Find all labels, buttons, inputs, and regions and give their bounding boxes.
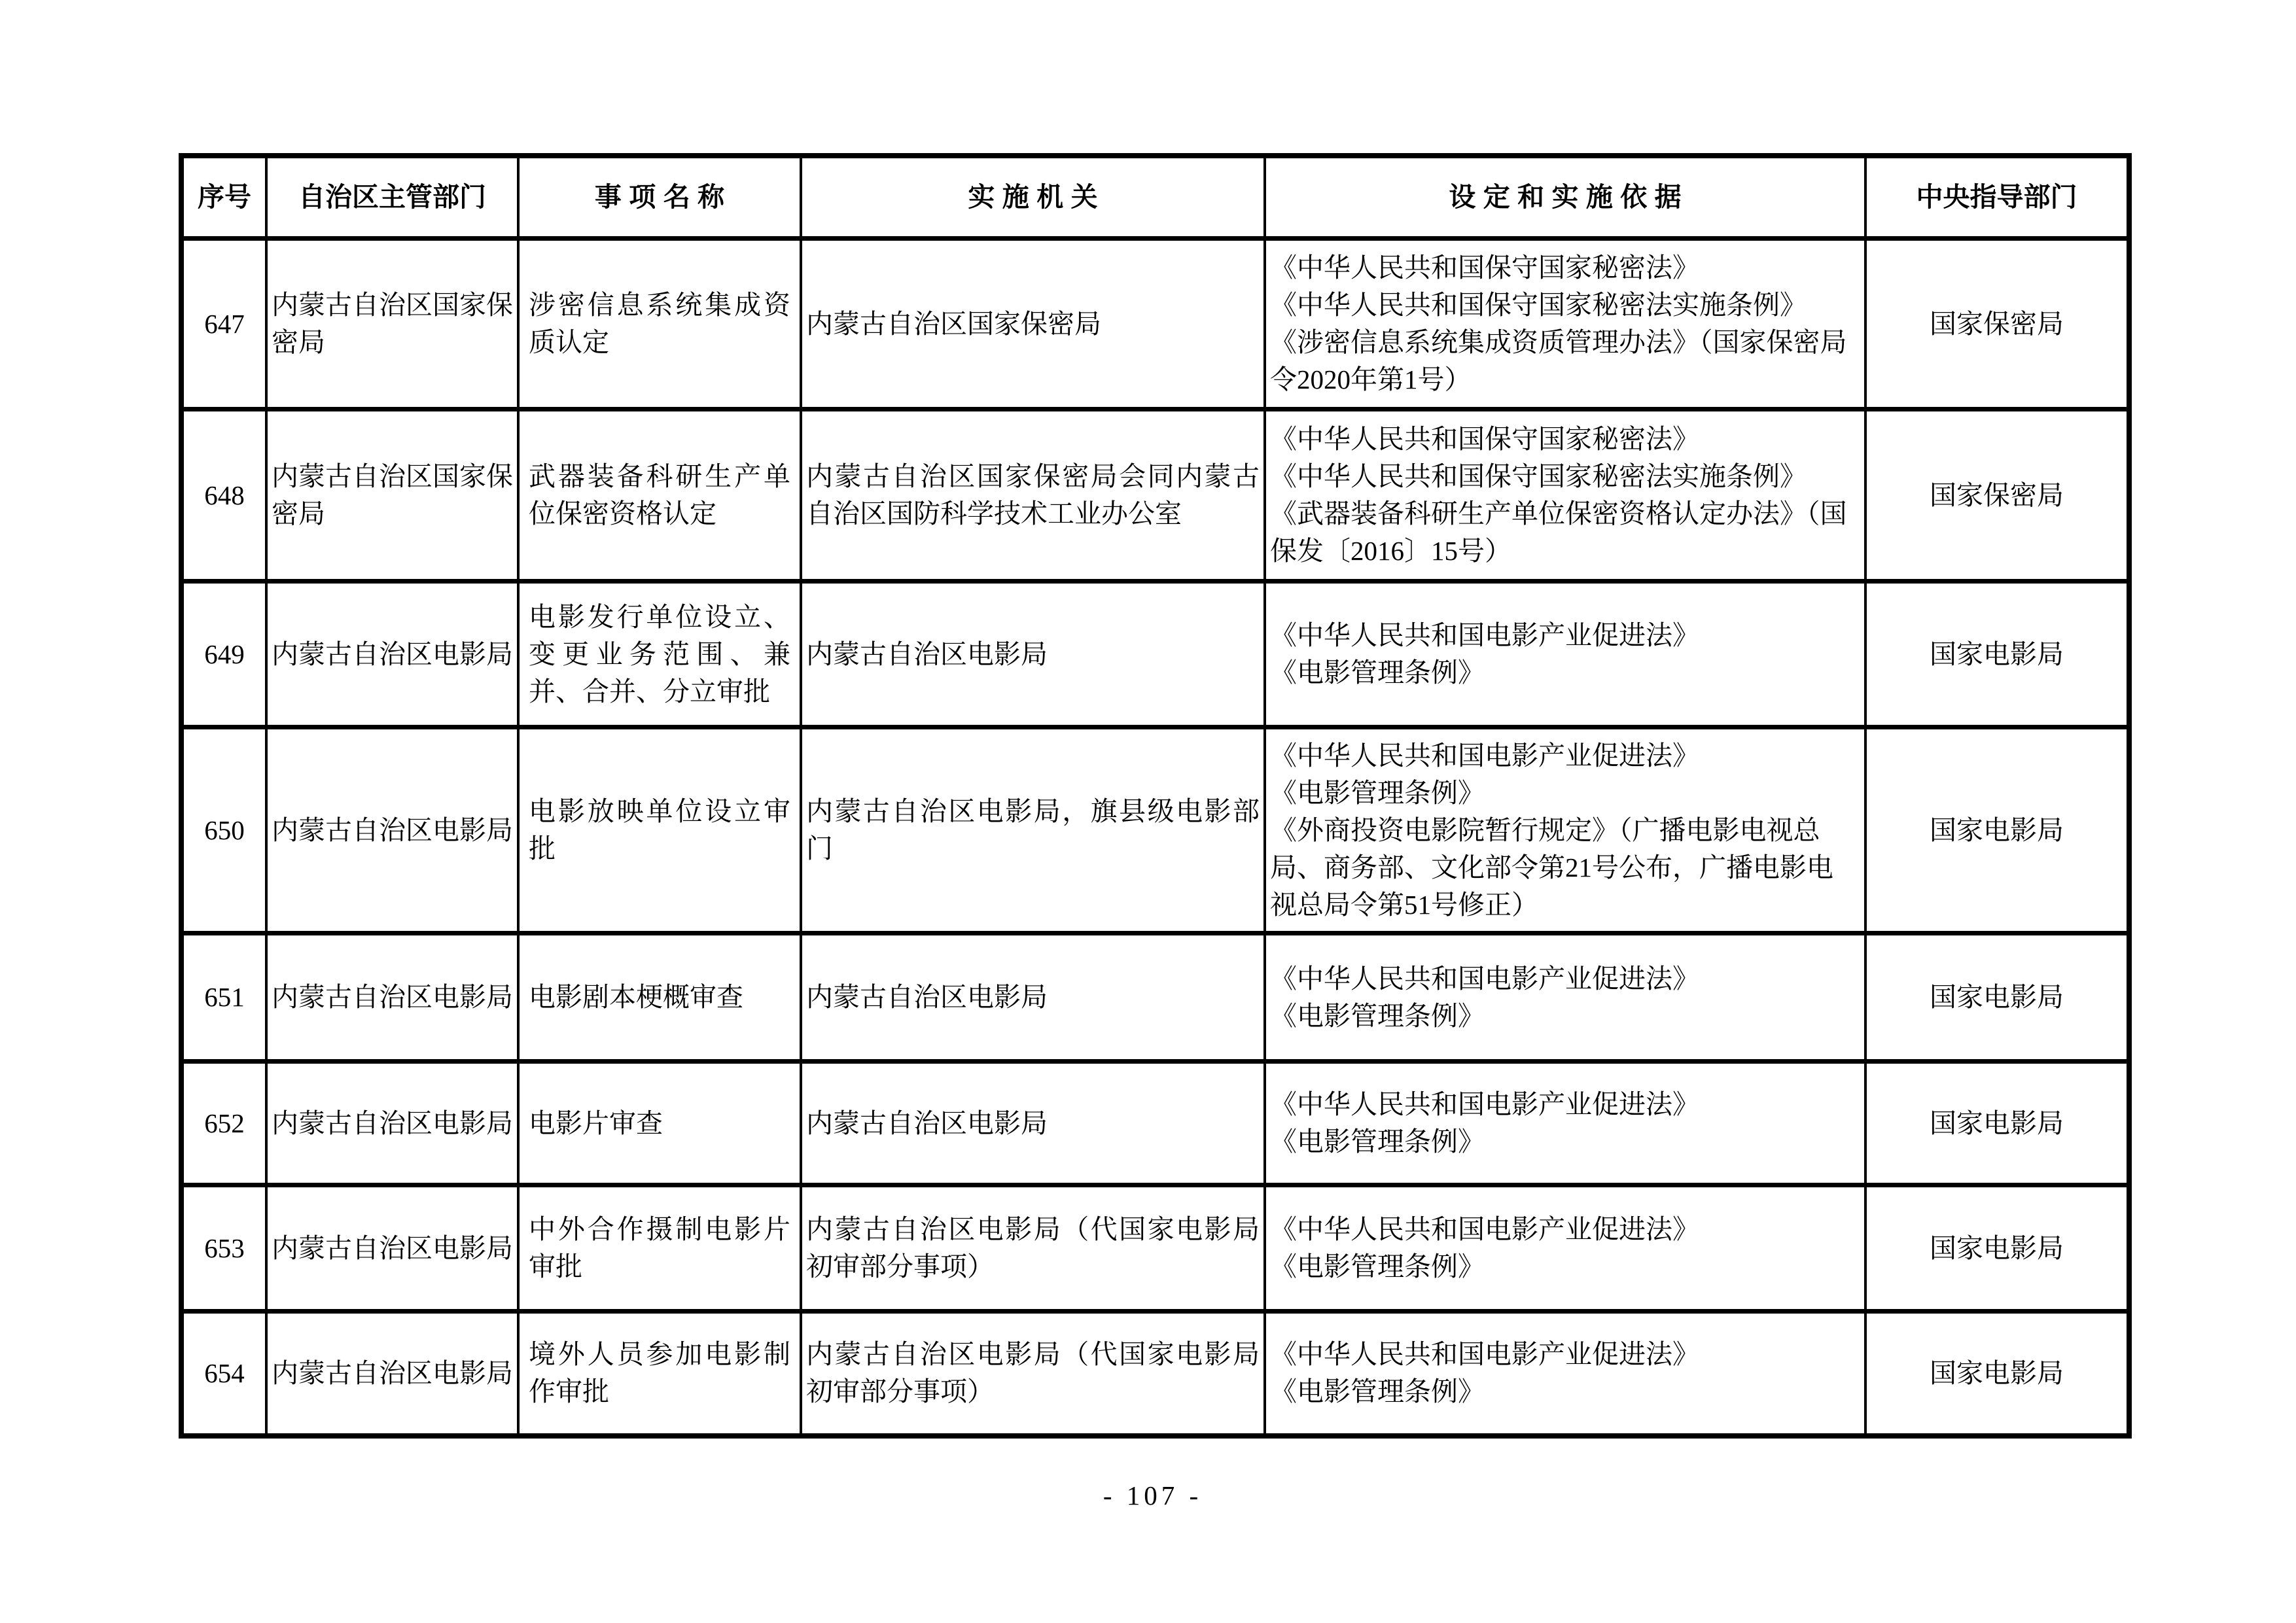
serial-number-cell: 647 bbox=[181, 239, 266, 410]
region-department-cell: 内蒙古自治区国家保密局 bbox=[266, 239, 518, 410]
implementing-agency-cell: 内蒙古自治区电影局 bbox=[801, 934, 1265, 1062]
legal-basis-cell bbox=[1265, 934, 1865, 1062]
central-guidance-cell: 国家电影局 bbox=[1865, 1185, 2129, 1312]
table-row bbox=[181, 1062, 2129, 1185]
implementing-agency-cell: 内蒙古自治区国家保密局 bbox=[801, 239, 1265, 410]
item-name-cell: 涉密信息系统集成资质认定 bbox=[518, 239, 801, 410]
header-implementing-agency: 实 施 机 关 bbox=[801, 156, 1265, 239]
implementing-agency-cell: 内蒙古自治区国家保密局会同内蒙古自治区国防科学技术工业办公室 bbox=[801, 410, 1265, 582]
implementing-agency-cell: 内蒙古自治区电影局 bbox=[801, 1062, 1265, 1185]
region-department-cell: 内蒙古自治区电影局 bbox=[266, 582, 518, 727]
item-name-cell: 武器装备科研生产单位保密资格认定 bbox=[518, 410, 801, 582]
header-serial-number: 序号 bbox=[181, 156, 266, 239]
table-row bbox=[181, 239, 2129, 410]
table-row bbox=[181, 1185, 2129, 1312]
table-row bbox=[181, 410, 2129, 582]
item-name-cell: 电影剧本梗概审查 bbox=[518, 934, 801, 1062]
legal-basis-cell bbox=[1265, 582, 1865, 727]
serial-number-cell: 648 bbox=[181, 410, 266, 582]
region-department-cell: 内蒙古自治区电影局 bbox=[266, 1185, 518, 1312]
basis-line: 《中华人民共和国保守国家秘密法》 bbox=[1270, 253, 1699, 283]
legal-basis-cell bbox=[1265, 1062, 1865, 1185]
basis-line: 《中华人民共和国电影产业促进法》 bbox=[1270, 1339, 1699, 1370]
region-department-cell: 内蒙古自治区电影局 bbox=[266, 934, 518, 1062]
header-legal-basis: 设 定 和 实 施 依 据 bbox=[1265, 156, 1865, 239]
approval-items-table bbox=[179, 153, 2132, 1439]
implementing-agency-cell: 内蒙古自治区电影局 bbox=[801, 582, 1265, 727]
central-guidance-cell: 国家电影局 bbox=[1865, 582, 2129, 727]
page-number: - 107 - bbox=[1103, 1480, 1203, 1510]
basis-line: 《中华人民共和国保守国家秘密法》 bbox=[1270, 424, 1699, 454]
item-name-cell: 电影片审查 bbox=[518, 1062, 801, 1185]
legal-basis-cell bbox=[1265, 410, 1865, 582]
region-department-cell: 内蒙古自治区电影局 bbox=[266, 1062, 518, 1185]
basis-line: 《中华人民共和国保守国家秘密法实施条例》 bbox=[1270, 290, 1807, 320]
table-row bbox=[181, 934, 2129, 1062]
basis-line: 《武器装备科研生产单位保密资格认定办法》（国保发〔2016〕15号） bbox=[1270, 498, 1847, 566]
serial-number-cell: 652 bbox=[181, 1062, 266, 1185]
implementing-agency-cell: 内蒙古自治区电影局（代国家电影局初审部分事项） bbox=[801, 1312, 1265, 1436]
basis-line: 《涉密信息系统集成资质管理办法》（国家保密局令2020年第1号） bbox=[1270, 327, 1847, 394]
basis-line: 《电影管理条例》 bbox=[1270, 1000, 1485, 1031]
basis-line: 《中华人民共和国电影产业促进法》 bbox=[1270, 1089, 1699, 1119]
basis-line: 《中华人民共和国电影产业促进法》 bbox=[1270, 740, 1699, 771]
header-item-name: 事 项 名 称 bbox=[518, 156, 801, 239]
basis-line: 《中华人民共和国电影产业促进法》 bbox=[1270, 1214, 1699, 1244]
header-central-guidance-department: 中央指导部门 bbox=[1865, 156, 2129, 239]
region-department-cell: 内蒙古自治区电影局 bbox=[266, 1312, 518, 1436]
region-department-cell: 内蒙古自治区国家保密局 bbox=[266, 410, 518, 582]
table-body bbox=[181, 239, 2129, 1436]
serial-number-cell: 654 bbox=[181, 1312, 266, 1436]
central-guidance-cell: 国家电影局 bbox=[1865, 1062, 2129, 1185]
serial-number-cell: 651 bbox=[181, 934, 266, 1062]
central-guidance-cell: 国家电影局 bbox=[1865, 934, 2129, 1062]
item-name-cell: 中外合作摄制电影片审批 bbox=[518, 1185, 801, 1312]
serial-number-cell: 653 bbox=[181, 1185, 266, 1312]
basis-line: 《电影管理条例》 bbox=[1270, 657, 1485, 688]
central-guidance-cell: 国家保密局 bbox=[1865, 410, 2129, 582]
legal-basis-cell bbox=[1265, 727, 1865, 934]
table-row bbox=[181, 582, 2129, 727]
central-guidance-cell: 国家保密局 bbox=[1865, 239, 2129, 410]
legal-basis-cell bbox=[1265, 1185, 1865, 1312]
basis-line: 《中华人民共和国电影产业促进法》 bbox=[1270, 963, 1699, 994]
basis-line: 《电影管理条例》 bbox=[1270, 1376, 1485, 1407]
basis-line: 《电影管理条例》 bbox=[1270, 1251, 1485, 1282]
basis-line: 《中华人民共和国保守国家秘密法实施条例》 bbox=[1270, 461, 1807, 491]
implementing-agency-cell: 内蒙古自治区电影局，旗县级电影部门 bbox=[801, 727, 1265, 934]
header-region-department: 自治区主管部门 bbox=[266, 156, 518, 239]
legal-basis-cell bbox=[1265, 239, 1865, 410]
serial-number-cell: 649 bbox=[181, 582, 266, 727]
central-guidance-cell: 国家电影局 bbox=[1865, 727, 2129, 934]
basis-line: 《电影管理条例》 bbox=[1270, 777, 1485, 808]
item-name-cell: 电影发行单位设立、变更业务范围、兼并、合并、分立审批 bbox=[518, 582, 801, 727]
table-row bbox=[181, 727, 2129, 934]
basis-line: 《中华人民共和国电影产业促进法》 bbox=[1270, 620, 1699, 650]
table-header-row bbox=[181, 156, 2129, 239]
item-name-cell: 电影放映单位设立审批 bbox=[518, 727, 801, 934]
serial-number-cell: 650 bbox=[181, 727, 266, 934]
basis-line: 《电影管理条例》 bbox=[1270, 1126, 1485, 1157]
region-department-cell: 内蒙古自治区电影局 bbox=[266, 727, 518, 934]
basis-line: 《外商投资电影院暂行规定》（广播电影电视总局、商务部、文化部令第21号公布，广播电影电视总局令第51号修正） bbox=[1270, 814, 1833, 920]
central-guidance-cell: 国家电影局 bbox=[1865, 1312, 2129, 1436]
legal-basis-cell bbox=[1265, 1312, 1865, 1436]
table-row bbox=[181, 1312, 2129, 1436]
implementing-agency-cell: 内蒙古自治区电影局（代国家电影局初审部分事项） bbox=[801, 1185, 1265, 1312]
item-name-cell: 境外人员参加电影制作审批 bbox=[518, 1312, 801, 1436]
